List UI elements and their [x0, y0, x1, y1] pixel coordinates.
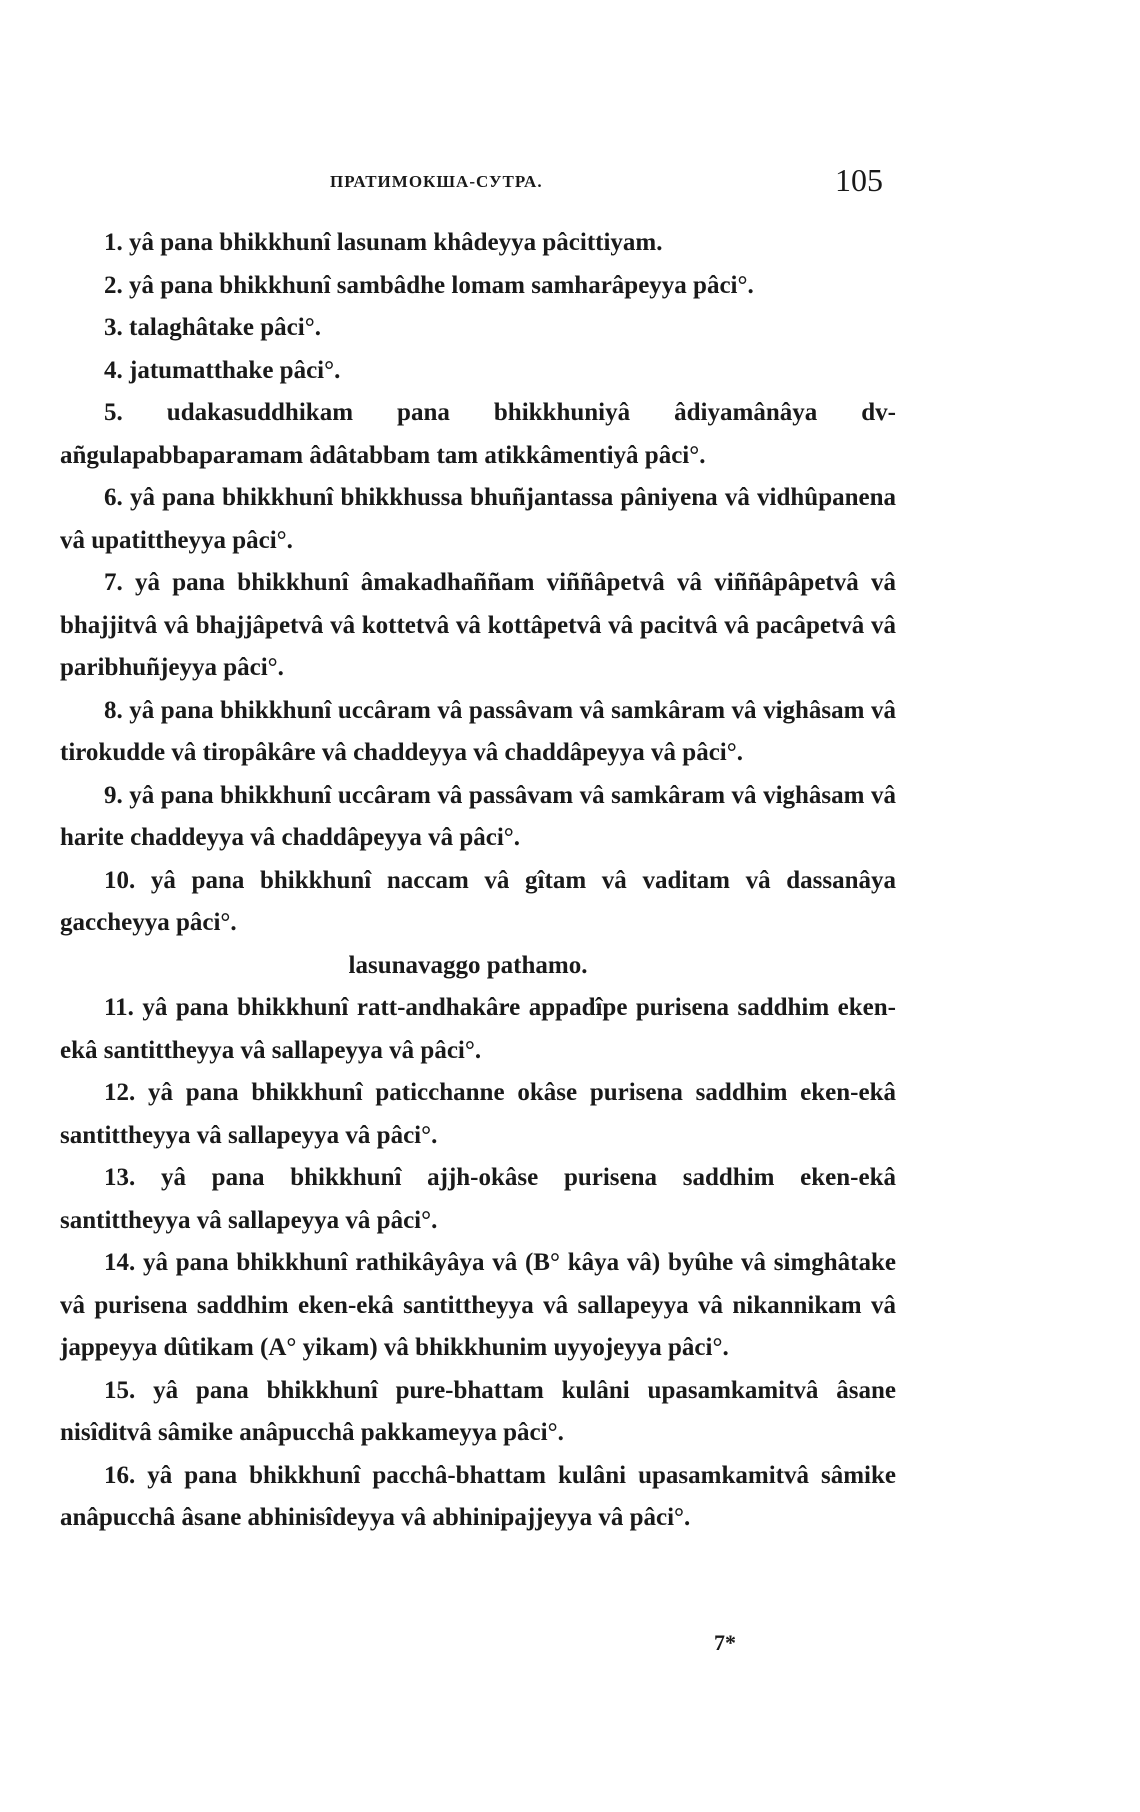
paragraph-13: 13. yâ pana bhikkhunî ajjh-okâse purisena saddhim eken-ekâ santitthеyya vâ sallapeyya vâ pâci°.	[60, 1164, 896, 1234]
paragraph-2: 2. yâ pana bhikkhunî sambâdhe lomam samharâpeyya pâci°.	[104, 271, 754, 299]
paragraph-16: 16. yâ pana bhikkhunî pacchâ-bhattam kulâni upasamkamitvâ sâmike anâpucchâ âsane abhinisîdeyya vâ abhinipajjeyya vâ pâci°.	[60, 1461, 896, 1531]
page-number: 105	[835, 162, 883, 198]
paragraph-3: 3. talaghâtake pâci°.	[104, 314, 321, 341]
body-text	[60, 222, 896, 1540]
running-title: ПРАТИМОКША-СУТРА.	[330, 172, 543, 191]
paragraph-10: 10. yâ pana bhikkhunî naccam vâ gîtam vâ vaditam vâ dassanâya gaccheyya pâci°.	[60, 866, 896, 936]
paragraph-9: 9. yâ pana bhikkhunî uccâram vâ passâvam vâ samkâram vâ vighâsam vâ harite chaddeyya vâ chaddâpeyya vâ pâci°.	[60, 781, 896, 851]
paragraph-6: 6. yâ pana bhikkhunî bhikkhussa bhuñjantassa pâniyena vâ vidhûpanena vâ upatitthеyya pâci°.	[60, 484, 896, 554]
paragraph-7: 7. yâ pana bhikkhunî âmakadhaññam viññâpetvâ vâ viññâpâpetvâ vâ bhajjitvâ vâ bhajjâpetvâ vâ kottetvâ vâ kottâpetvâ vâ pacitvâ vâ pacâpetvâ vâ paribhuñjeyya pâci°.	[60, 569, 896, 681]
paragraph-15: 15. yâ pana bhikkhunî pure-bhattam kulâni upasamkamitvâ âsane nisîditvâ sâmike anâpucchâ pakkameyya pâci°.	[60, 1376, 896, 1446]
paragraph-12: 12. yâ pana bhikkhunî paticchanne okâse purisena saddhim eken-ekâ santitthеyya vâ sallapeyya vâ pâci°.	[60, 1079, 896, 1149]
section-title: lasunavaggo pathamo.	[348, 951, 588, 979]
paragraph-1: 1. yâ pana bhikkhunî lasunam khâdeyya pâcittiyam.	[104, 229, 663, 256]
paragraph-11: 11. yâ pana bhikkhunî ratt-andhakâre appadîpe purisena saddhim eken-ekâ santitthеyya vâ sallapeyya vâ pâci°.	[60, 994, 896, 1064]
paragraph-5: 5. udakasuddhikam pana bhikkhuniyâ âdiyamânâya dv-añgulapabbaparamam âdâtabbam tam atikkâmentiyâ pâci°.	[60, 399, 896, 469]
paragraph-8: 8. yâ pana bhikkhunî uccâram vâ passâvam vâ samkâram vâ vighâsam vâ tirokudde vâ tiropâkâre vâ chaddeyya vâ chaddâpeyya vâ pâci°.	[60, 696, 896, 766]
paragraph-4: 4. jatumatthake pâci°.	[104, 356, 341, 384]
paragraph-14: 14. yâ pana bhikkhunî rathikâyâya vâ (B° kâya vâ) byûhe vâ simghâtake vâ purisena saddhim eken-ekâ santitthеyya vâ sallapeyya vâ nikannikam vâ jappeyya dûtikam (A° yikam) vâ bhikkhunim uyyojeyya pâci°.	[60, 1249, 896, 1361]
signature-mark: 7*	[714, 1630, 736, 1655]
page-header	[0, 162, 1140, 202]
